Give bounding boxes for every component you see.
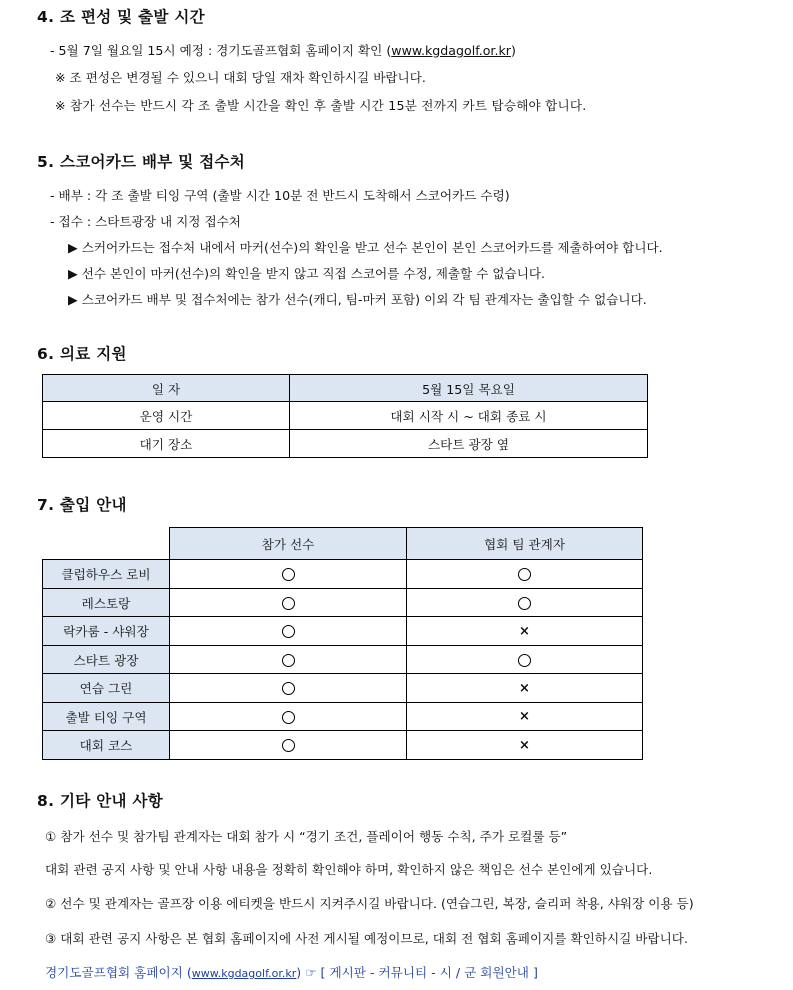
medical-label: 일 자 (43, 375, 290, 402)
section-6-heading: 6. 의료 지원 (37, 345, 127, 363)
access-location: 출발 티잉 구역 (43, 702, 170, 731)
access-cell-player (170, 588, 407, 617)
section-8-item-2: ② 선수 및 관계자는 골프장 이용 에티켓을 반드시 지켜주시길 바랍니다. (연습그린, 복장, 슬리퍼 착용, 샤워장 이용 등) (45, 896, 694, 911)
medical-value: 대회 시작 시 ~ 대회 종료 시 (290, 402, 648, 430)
denied-x-icon: × (519, 737, 530, 753)
access-cell-player (170, 645, 407, 674)
homepage-close-paren: ) (296, 965, 302, 980)
section-5-bullet-3 (68, 289, 647, 308)
table-row (43, 674, 643, 703)
access-cell-player (170, 674, 407, 703)
pointing-hand-icon: ☞ (305, 965, 317, 980)
homepage-label: 경기도골프협회 홈페이지 ( (45, 965, 192, 980)
allowed-circle-icon (518, 568, 531, 581)
bullet-text: 스커어카드는 접수처 내에서 마커(선수)의 확인을 받고 선수 본인이 본인 스코어카드를 제출하여야 합니다. (81, 240, 663, 255)
section-4-note-1: ※ 조 편성은 변경될 수 있으니 대회 당일 재차 확인하시길 바랍니다. (55, 70, 426, 85)
medical-value: 5월 15일 목요일 (290, 375, 648, 402)
section-5-heading: 5. 스코어카드 배부 및 접수처 (37, 153, 246, 171)
section-8-item-1: ① 참가 선수 및 참가팀 관계자는 대회 참가 시 “경기 조건, 플레이어 행동 수칙, 주가 로컬룰 등” (45, 829, 568, 844)
denied-x-icon: × (519, 623, 530, 639)
access-cell-staff (407, 731, 643, 760)
table-corner (43, 528, 170, 560)
section-8-item-1-cont: 대회 관련 공지 사항 및 안내 사항 내용을 정확히 확인해야 하며, 확인하지 않은 책임은 선수 본인에게 있습니다. (45, 862, 653, 877)
section-4-schedule-line (50, 40, 516, 59)
access-location: 레스토랑 (43, 588, 170, 617)
access-cell-player (170, 617, 407, 646)
homepage-nav-line (45, 962, 538, 981)
access-location: 스타트 광장 (43, 645, 170, 674)
access-table (42, 527, 643, 760)
section-5-distribution: - 배부 : 각 조 출발 티잉 구역 (출발 시간 10분 전 반드시 도착해서 스코어카드 수령) (50, 188, 510, 203)
schedule-text: - 5월 7일 월요일 15시 예정 : 경기도골프협회 홈페이지 확인 ( (50, 43, 392, 58)
table-header-row (43, 528, 643, 560)
table-row (43, 402, 648, 430)
allowed-circle-icon (282, 711, 295, 724)
allowed-circle-icon (518, 597, 531, 610)
denied-x-icon: × (519, 680, 530, 696)
section-4-note-2: ※ 참가 선수는 반드시 각 조 출발 시간을 확인 후 출발 시간 15분 전까지 카트 탑승해야 합니다. (55, 98, 587, 113)
access-cell-staff (407, 645, 643, 674)
access-cell-player (170, 560, 407, 589)
section-4-heading: 4. 조 편성 및 출발 시간 (37, 8, 205, 26)
schedule-close-paren: ) (510, 43, 516, 58)
section-7-heading: 7. 출입 안내 (37, 496, 127, 514)
bullet-icon: ▶ (68, 266, 78, 281)
access-cell-staff (407, 674, 643, 703)
access-cell-staff (407, 588, 643, 617)
allowed-circle-icon (282, 597, 295, 610)
access-cell-staff (407, 617, 643, 646)
access-location: 대회 코스 (43, 731, 170, 760)
table-row (43, 560, 643, 589)
bullet-icon: ▶ (68, 240, 78, 255)
access-cell-player (170, 731, 407, 760)
allowed-circle-icon (518, 654, 531, 667)
section-5-reception: - 접수 : 스타트광장 내 지정 접수처 (50, 214, 241, 229)
table-row (43, 645, 643, 674)
col-header-player: 참가 선수 (170, 528, 407, 560)
access-cell-player (170, 702, 407, 731)
section-8-item-3: ③ 대회 관련 공지 사항은 본 협회 홈페이지에 사전 게시될 예정이므로, 대회 전 협회 홈페이지를 확인하시길 바랍니다. (45, 931, 688, 946)
kgda-website-link[interactable]: www.kgdagolf.or.kr (391, 43, 511, 58)
access-cell-staff (407, 702, 643, 731)
board-path: [ 게시판 - 커뮤니티 - 시 / 군 회원안내 ] (320, 965, 538, 980)
section-5-bullet-2 (68, 263, 545, 282)
access-cell-staff (407, 560, 643, 589)
allowed-circle-icon (282, 654, 295, 667)
table-row (43, 731, 643, 760)
medical-value: 스타트 광장 옆 (290, 430, 648, 458)
access-location: 락카룸 - 샤워장 (43, 617, 170, 646)
homepage-link[interactable]: www.kgdagolf.or.kr (191, 967, 297, 980)
section-8-heading: 8. 기타 안내 사항 (37, 792, 164, 810)
table-row (43, 375, 648, 402)
table-row (43, 588, 643, 617)
section-5-bullet-1 (68, 237, 663, 256)
access-location: 연습 그린 (43, 674, 170, 703)
bullet-text: 선수 본인이 마커(선수)의 확인을 받지 않고 직접 스코어를 수정, 제출할 수 없습니다. (81, 266, 546, 281)
bullet-icon: ▶ (68, 292, 78, 307)
allowed-circle-icon (282, 568, 295, 581)
col-header-staff: 협회 팀 관계자 (407, 528, 643, 560)
bullet-text: 스코어카드 배부 및 접수처에는 참가 선수(캐디, 팀-마커 포함) 이외 각 팀 관계자는 출입할 수 없습니다. (81, 292, 647, 307)
allowed-circle-icon (282, 739, 295, 752)
medical-label: 대기 장소 (43, 430, 290, 458)
table-row (43, 617, 643, 646)
access-location: 클럽하우스 로비 (43, 560, 170, 589)
access-table-body (43, 560, 643, 760)
table-row (43, 430, 648, 458)
table-row (43, 702, 643, 731)
medical-label: 운영 시간 (43, 402, 290, 430)
medical-support-table (42, 374, 648, 458)
allowed-circle-icon (282, 682, 295, 695)
denied-x-icon: × (519, 709, 530, 725)
allowed-circle-icon (282, 625, 295, 638)
